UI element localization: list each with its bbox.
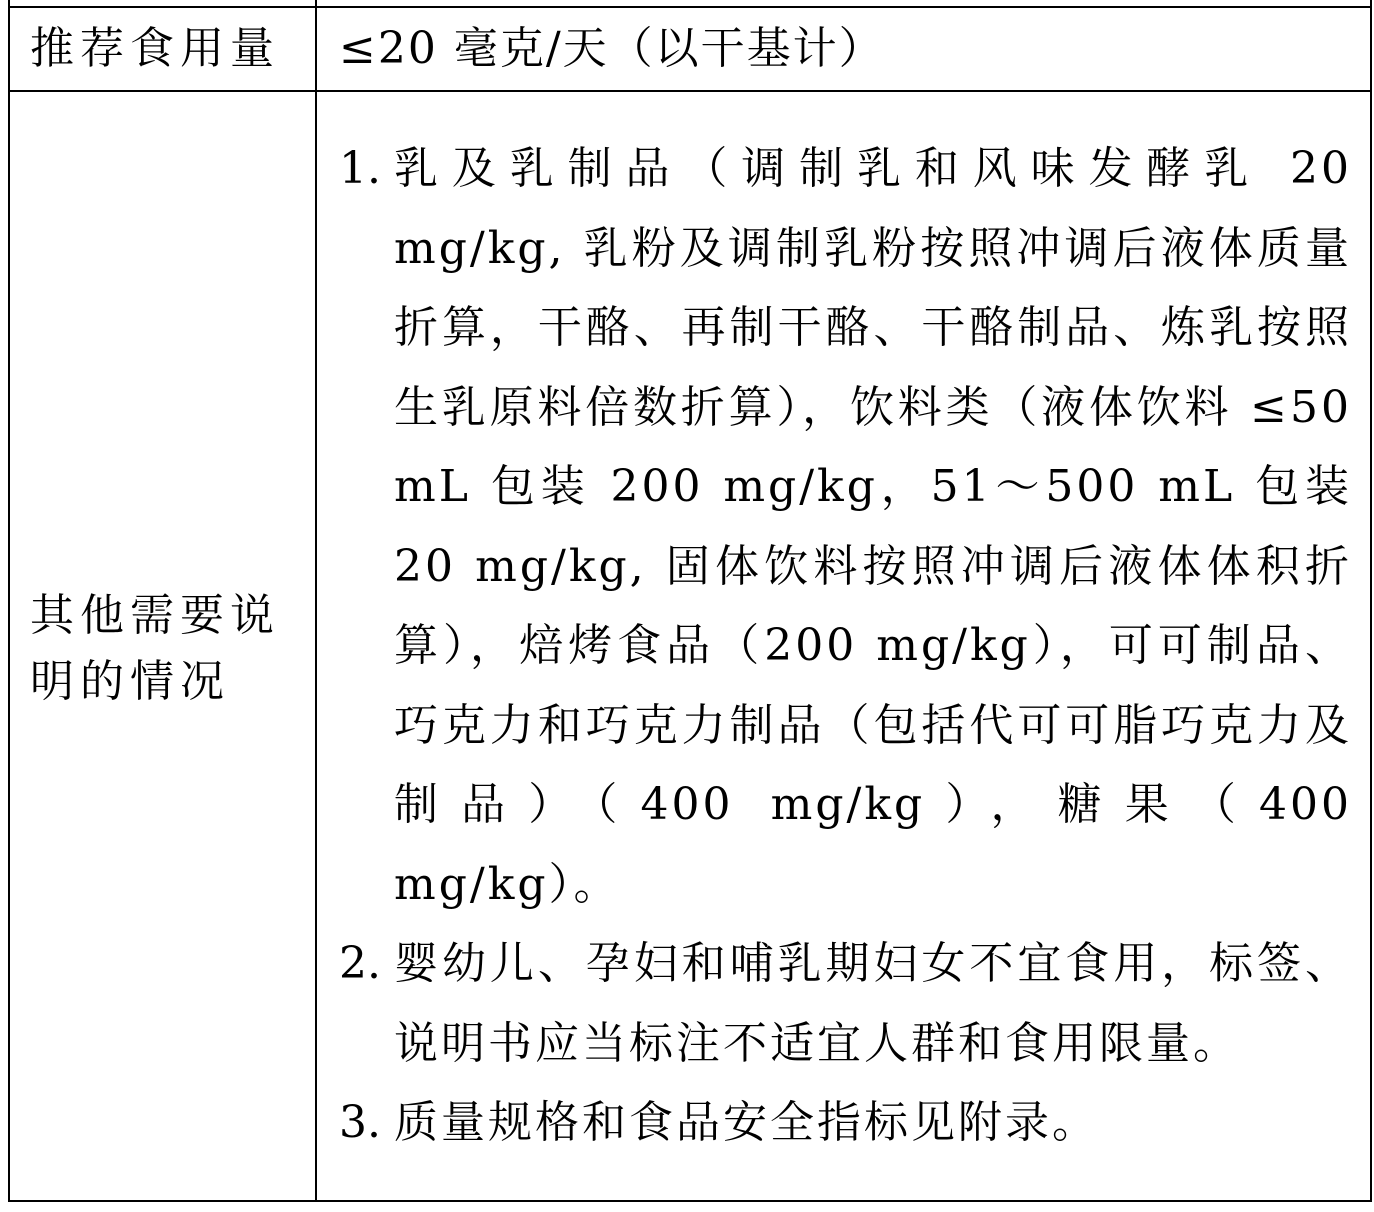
note-number: 3. — [339, 1097, 381, 1149]
note-number: 2. — [339, 938, 381, 990]
table-cell-cutoff-value — [316, 0, 1371, 7]
notes-list — [339, 129, 1352, 1163]
table-row-other-notes — [9, 91, 1371, 1201]
note-item-3 — [339, 1083, 1352, 1163]
note-text: 乳及乳制品（调制乳和风味发酵乳 20 mg/kg, 乳粉及调制乳粉按照冲调后液体质量折算，干酪、再制干酪、干酪制品、炼乳按照生乳原料倍数折算），饮料类（液体饮料 ≤50 mL 包装 200 mg/kg，51～500 mL 包装 20 mg/kg, 固体饮料按照冲调后液体体积折算），焙烤食品（200 mg/kg），可可制品、巧克力和巧克力制品（包括代可可脂巧克力及制品）（400 mg/kg），糖果（400 mg/kg）。 — [394, 143, 1352, 910]
note-item-2 — [339, 924, 1352, 1083]
table-row-recommended-dose — [9, 7, 1371, 91]
table-row-cutoff — [9, 0, 1371, 7]
note-number: 1. — [339, 143, 381, 195]
recommended-dose-label: 推荐食用量 — [9, 7, 316, 91]
note-text: 质量规格和食品安全指标见附录。 — [394, 1097, 1099, 1149]
other-notes-value-cell — [316, 91, 1371, 1201]
recommended-dose-value: ≤20 毫克/天（以干基计） — [339, 23, 885, 74]
recommended-dose-value-cell — [316, 7, 1371, 91]
table-cell-cutoff-label — [9, 0, 316, 7]
note-text: 婴幼儿、孕妇和哺乳期妇女不宜食用，标签、说明书应当标注不适宜人群和食用限量。 — [394, 938, 1352, 1069]
note-item-1 — [339, 129, 1352, 924]
other-notes-label: 其他需要说明的情况 — [9, 91, 316, 1201]
spec-table — [8, 0, 1372, 1202]
